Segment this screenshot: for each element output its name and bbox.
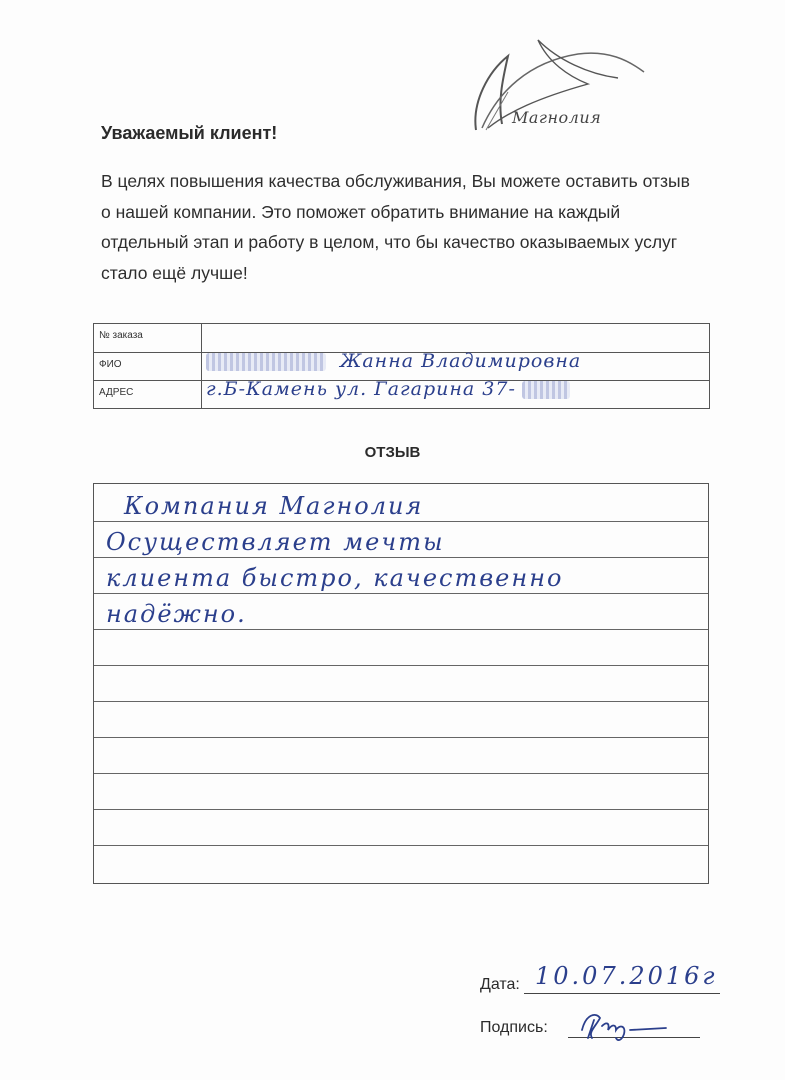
fio-value-cell — [206, 350, 705, 372]
review-rule — [94, 701, 708, 702]
intro-paragraph: В целях повышения качества обслуживания, Вы можете оставить отзыв о нашей компании. Это поможет обратить внимание на каждый отдельный этап и работу в целом, что бы качество оказываемых услуг стало ещё лучше! — [101, 171, 690, 283]
fio-label: ФИО — [94, 353, 202, 381]
order-label: № заказа — [94, 324, 202, 352]
fio-value: Жанна Владимировна — [340, 350, 582, 372]
review-rule — [94, 521, 708, 522]
review-line-1: Компания Магнолия — [124, 492, 424, 520]
fio-row — [94, 352, 709, 381]
review-line-4: надёжно. — [106, 600, 247, 628]
greeting-heading: Уважаемый клиент! — [101, 123, 278, 143]
review-line-3: клиента быстро, качественно — [106, 564, 564, 592]
date-underline — [524, 993, 720, 994]
review-title: ОТЗЫВ — [364, 444, 421, 461]
logo-text: Магнолия — [512, 108, 602, 127]
review-rule — [94, 593, 708, 594]
review-rule — [94, 773, 708, 774]
redacted-apartment — [522, 381, 570, 399]
date-value: 10.07.2016г — [535, 962, 718, 990]
address-value: г.Б-Камень ул. Гагарина 37- — [206, 378, 516, 400]
order-row — [94, 324, 709, 352]
review-rule — [94, 665, 708, 666]
address-label: АДРЕС — [94, 381, 202, 409]
address-value-cell — [206, 378, 705, 400]
review-rule — [94, 557, 708, 558]
redacted-surname — [206, 353, 326, 371]
review-rule — [94, 845, 708, 846]
review-rule — [94, 809, 708, 810]
magnolia-logo — [468, 32, 648, 137]
review-rule — [94, 629, 708, 630]
signature-label: Подпись: — [480, 1019, 548, 1036]
address-row — [94, 380, 709, 409]
review-line-2: Осуществляет мечты — [106, 528, 445, 556]
client-info-table — [93, 323, 710, 409]
review-rule — [94, 737, 708, 738]
review-box — [93, 483, 709, 884]
date-label: Дата: — [480, 976, 520, 993]
handwritten-signature — [574, 1008, 684, 1044]
